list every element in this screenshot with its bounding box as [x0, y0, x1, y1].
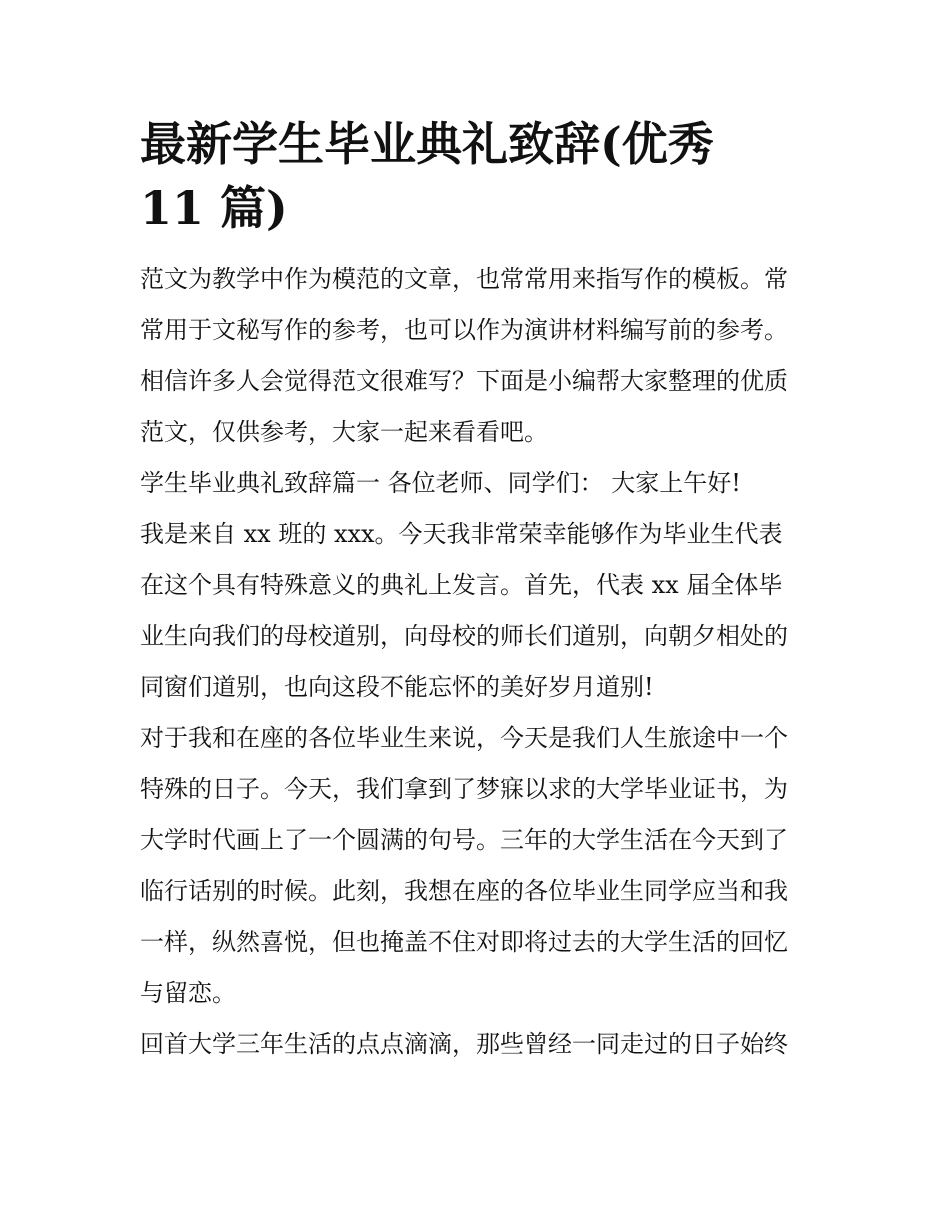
- text-line: 同窗们道别，也向这段不能忘怀的美好岁月道别!: [140, 673, 654, 701]
- text-line: 对于我和在座的各位毕业生来说，今天是我们人生旅途中一个: [140, 724, 788, 752]
- text-line: 临行话别的时候。此刻，我想在座的各位毕业生同学应当和我: [140, 877, 788, 905]
- text-line: 范文为教学中作为模范的文章，也常常用来指写作的模板。常: [140, 265, 788, 293]
- paragraph-reflection: [140, 713, 820, 1019]
- text-line: 相信许多人会觉得范文很难写？下面是小编帮大家整理的优质: [140, 367, 788, 395]
- title-line: 最新学生毕业典礼致辞(优秀: [140, 117, 714, 171]
- title-line: 11 篇): [140, 181, 288, 235]
- paragraph-self-intro: [140, 509, 820, 713]
- text-line: 一样，纵然喜悦，但也掩盖不住对即将过去的大学生活的回忆: [140, 928, 788, 956]
- document-body: [140, 254, 820, 1070]
- text-line: 业生向我们的母校道别，向母校的师长们道别，向朝夕相处的: [140, 622, 788, 650]
- document-page: [140, 112, 820, 1070]
- text-line: 在这个具有特殊意义的典礼上发言。首先，代表 xx 届全体毕: [140, 571, 783, 599]
- paragraph-greeting: [140, 458, 820, 509]
- text-line: 大学时代画上了一个圆满的句号。三年的大学生活在今天到了: [140, 826, 788, 854]
- text-line: 特殊的日子。今天，我们拿到了梦寐以求的大学毕业证书，为: [140, 775, 788, 803]
- text-line: 学生毕业典礼致辞篇一 各位老师、同学们： 大家上午好!: [140, 469, 741, 497]
- paragraph-intro: [140, 254, 820, 458]
- document-title: [140, 112, 820, 240]
- text-line: 我是来自 xx 班的 xxx。今天我非常荣幸能够作为毕业生代表: [140, 520, 783, 548]
- text-line: 常用于文秘写作的参考，也可以作为演讲材料编写前的参考。: [140, 316, 788, 344]
- text-line: 回首大学三年生活的点点滴滴，那些曾经一同走过的日子始终: [140, 1030, 788, 1058]
- paragraph-memories: [140, 1019, 820, 1070]
- text-line: 与留恋。: [140, 979, 236, 1007]
- text-line: 范文，仅供参考，大家一起来看看吧。: [140, 418, 548, 446]
